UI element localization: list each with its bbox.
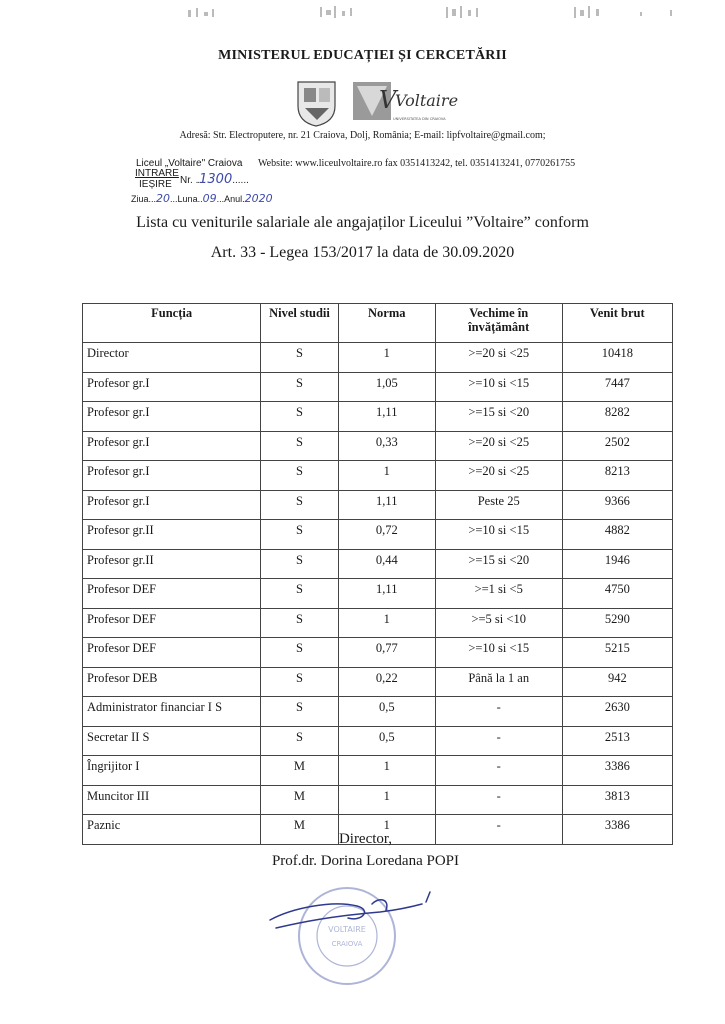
cell-functia: Profesor gr.II [83,549,261,579]
cell-nivel-studii: S [261,667,339,697]
document-title-line2: Art. 33 - Legea 153/2017 la data de 30.09.2020 [210,244,515,261]
cell-venit-brut: 3813 [562,785,672,815]
cell-functia: Profesor gr.I [83,490,261,520]
cell-venit-brut: 5290 [562,608,672,638]
cell-nivel-studii: S [261,726,339,756]
cell-vechime: Peste 25 [435,490,562,520]
institution-logos [295,76,475,128]
table-row [83,402,673,432]
cell-nivel-studii: S [261,431,339,461]
cell-functia: Muncitor III [83,785,261,815]
registry-nr-label: Nr. [180,175,193,186]
cell-nivel-studii: S [261,461,339,491]
cell-venit-brut: 1946 [562,549,672,579]
table-row [83,490,673,520]
cell-nivel-studii: S [261,490,339,520]
header-functia: Funcția [83,304,261,343]
table-row [83,343,673,373]
registry-an-label: Anul [224,194,243,204]
cell-vechime: >=1 si <5 [435,579,562,609]
svg-text:VOLTAIRE: VOLTAIRE [328,925,366,934]
contact-line: Website: www.liceulvoltaire.ro fax 0351413242, tel. 0351413241, 0770261755 [258,158,576,169]
cell-venit-brut: 5215 [562,638,672,668]
registry-in-label: INTRARE [135,168,179,179]
table-header-row [83,304,673,343]
cell-vechime: - [435,726,562,756]
registry-luna-value: 09 [202,192,217,205]
cell-nivel-studii: S [261,343,339,373]
document-title-line1: Lista cu veniturile salariale ale angajaților Liceului ”Voltaire” conform [136,214,589,231]
cell-vechime: - [435,815,562,845]
cell-functia: Secretar II S [83,726,261,756]
registry-date: Ziua...20...Luna..09...Anul.2020 [131,192,273,205]
cell-norma: 0,77 [338,638,435,668]
cell-functia: Profesor DEB [83,667,261,697]
cell-functia: Director [83,343,261,373]
cell-functia: Administrator financiar I S [83,697,261,727]
table-row [83,461,673,491]
header-vechime: Vechime în învățământ [435,304,562,343]
address-line: Adresă: Str. Electroputere, nr. 21 Craiova, Dolj, România; E-mail: lipfvoltaire@gmail.com; [179,130,546,141]
cell-norma: 1 [338,461,435,491]
table-row [83,756,673,786]
cell-vechime: >=20 si <25 [435,431,562,461]
cell-vechime: >=10 si <15 [435,372,562,402]
cell-functia: Paznic [83,815,261,845]
table-row [83,549,673,579]
table-row [83,579,673,609]
cell-nivel-studii: S [261,608,339,638]
cell-functia: Îngrijitor I [83,756,261,786]
table-row [83,638,673,668]
cell-norma: 1 [338,785,435,815]
crest-icon [298,82,335,126]
table-row [83,520,673,550]
cell-venit-brut: 942 [562,667,672,697]
signature-icon [270,892,430,928]
cell-nivel-studii: S [261,697,339,727]
cell-norma: 1 [338,756,435,786]
cell-norma: 0,5 [338,697,435,727]
scan-artifact [170,4,690,24]
cell-venit-brut: 2502 [562,431,672,461]
cell-functia: Profesor gr.I [83,402,261,432]
cell-norma: 1,11 [338,402,435,432]
cell-norma: 1 [338,343,435,373]
cell-vechime: >=5 si <10 [435,608,562,638]
svg-text:Voltaire: Voltaire [395,91,459,110]
cell-functia: Profesor gr.I [83,431,261,461]
cell-nivel-studii: S [261,520,339,550]
cell-nivel-studii: S [261,372,339,402]
cell-norma: 0,44 [338,549,435,579]
cell-vechime: >=20 si <25 [435,461,562,491]
cell-venit-brut: 3386 [562,815,672,845]
cell-vechime: >=20 si <25 [435,343,562,373]
table-row [83,372,673,402]
cell-vechime: Până la 1 an [435,667,562,697]
table-row [83,726,673,756]
cell-nivel-studii: S [261,549,339,579]
cell-norma: 0,5 [338,726,435,756]
registry-luna-label: Luna [177,194,198,204]
voltaire-logo [353,82,458,121]
stamp-seal-icon [299,888,395,984]
cell-venit-brut: 2513 [562,726,672,756]
cell-vechime: >=10 si <15 [435,638,562,668]
table-row [83,608,673,638]
svg-text:UNIVERSITATEA DIN CRAIOVA: UNIVERSITATEA DIN CRAIOVA [393,117,446,121]
table-row [83,667,673,697]
registry-zi-value: 20 [156,192,171,205]
table-row [83,697,673,727]
cell-venit-brut: 8213 [562,461,672,491]
cell-venit-brut: 4750 [562,579,672,609]
svg-text:CRAIOVA: CRAIOVA [331,940,363,948]
cell-venit-brut: 3386 [562,756,672,786]
cell-functia: Profesor DEF [83,638,261,668]
cell-venit-brut: 8282 [562,402,672,432]
signature-stamp [262,878,442,988]
cell-venit-brut: 4882 [562,520,672,550]
registry-number: Nr. ..1300...... [180,172,249,187]
cell-venit-brut: 10418 [562,343,672,373]
cell-nivel-studii: M [261,815,339,845]
cell-nivel-studii: M [261,756,339,786]
cell-norma: 1,11 [338,490,435,520]
cell-functia: Profesor gr.I [83,461,261,491]
cell-vechime: - [435,756,562,786]
cell-norma: 1,05 [338,372,435,402]
cell-vechime: - [435,785,562,815]
cell-vechime: >=15 si <20 [435,402,562,432]
cell-venit-brut: 9366 [562,490,672,520]
header-nivel-studii: Nivel studii [261,304,339,343]
header-norma: Norma [338,304,435,343]
registry-an-value: 2020 [244,192,273,205]
cell-vechime: >=15 si <20 [435,549,562,579]
ministry-heading: MINISTERUL EDUCAȚIEI ȘI CERCETĂRII [218,48,507,63]
cell-norma: 0,22 [338,667,435,697]
cell-functia: Profesor DEF [83,579,261,609]
cell-functia: Profesor DEF [83,608,261,638]
table-row [83,431,673,461]
cell-venit-brut: 2630 [562,697,672,727]
cell-norma: 1 [338,608,435,638]
cell-nivel-studii: S [261,402,339,432]
cell-norma: 0,33 [338,431,435,461]
cell-functia: Profesor gr.I [83,372,261,402]
table-body [83,343,673,845]
signature-name: Prof.dr. Dorina Loredana POPI [271,853,460,869]
cell-venit-brut: 7447 [562,372,672,402]
registry-school: Liceul „Voltaire" Craiova [136,158,243,169]
header-venit-brut: Venit brut [562,304,672,343]
cell-norma: 1,11 [338,579,435,609]
cell-vechime: >=10 si <15 [435,520,562,550]
cell-nivel-studii: S [261,638,339,668]
svg-text:V: V [379,86,397,114]
cell-norma: 0,72 [338,520,435,550]
salary-table [82,303,673,845]
cell-norma: 1 [338,815,435,845]
cell-vechime: - [435,697,562,727]
registry-nr-value: 1300 [199,172,233,187]
registry-zi-label: Ziua [131,194,149,204]
cell-functia: Profesor gr.II [83,520,261,550]
registry-stamp [135,168,179,190]
signature-role: Director, [338,831,393,847]
table-row [83,785,673,815]
cell-nivel-studii: M [261,785,339,815]
registry-out-label: IEȘIRE [139,179,172,190]
cell-nivel-studii: S [261,579,339,609]
